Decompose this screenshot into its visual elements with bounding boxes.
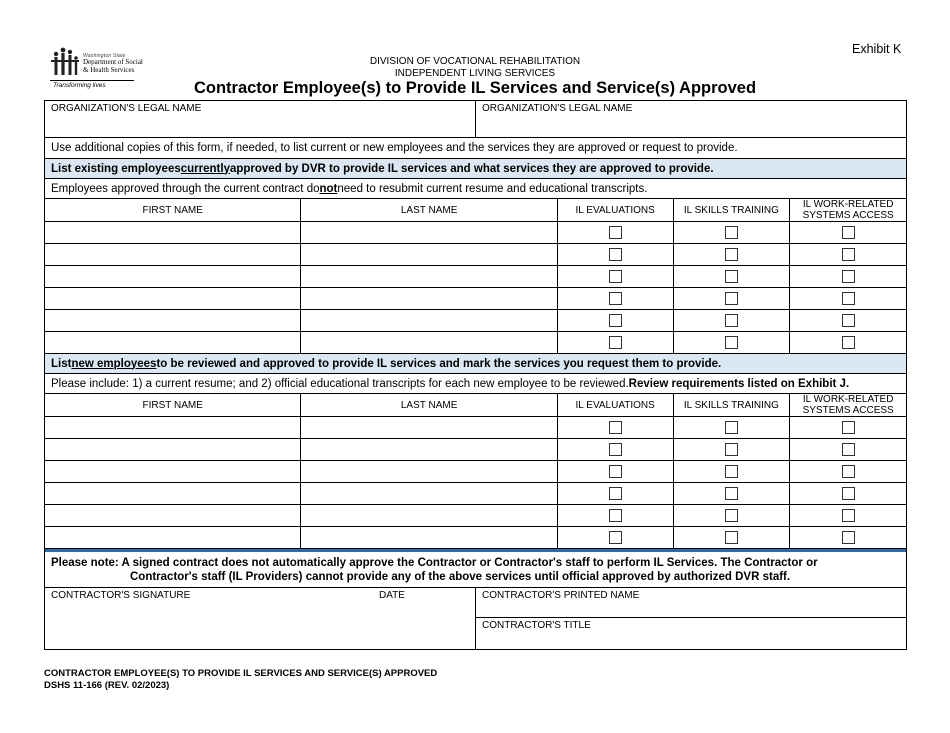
first-name-input[interactable]	[45, 505, 300, 526]
col-il-evaluations: IL EVALUATIONS	[557, 394, 673, 416]
il-evaluations-cell	[557, 461, 673, 482]
col-il-skills-training: IL SKILLS TRAINING	[673, 394, 790, 416]
il-evaluations-cell	[557, 310, 673, 331]
signature-row	[45, 587, 906, 649]
il-evaluations-cell	[557, 288, 673, 309]
section1-note-post: need to resubmit current resume and educational transcripts.	[337, 182, 648, 195]
table-row	[45, 460, 906, 482]
section1-heading-emphasis: currently	[180, 162, 230, 175]
il-evaluations-cell	[557, 439, 673, 460]
il-work-related-cell	[789, 266, 906, 287]
section1-heading-pre: List existing employees	[51, 162, 181, 175]
il-skills-training-cell	[673, 417, 790, 438]
table-row	[45, 526, 906, 548]
section2-note-pre: Please include: 1) a current resume; and 2) official educational transcripts for each new employee to be reviewed.	[51, 377, 629, 390]
section1-heading-post: approved by DVR to provide IL services and what services they are approved to provide.	[229, 162, 714, 175]
col-il-work-related: IL WORK-RELATED SYSTEMS ACCESS	[789, 394, 906, 416]
title-label: CONTRACTOR'S TITLE	[482, 620, 591, 631]
il-work-related-checkbox[interactable]	[842, 465, 855, 478]
last-name-input[interactable]	[300, 505, 556, 526]
last-name-input[interactable]	[300, 461, 556, 482]
table-row	[45, 265, 906, 287]
org-name-right-label: ORGANIZATION'S LEGAL NAME	[482, 103, 633, 114]
il-skills-training-cell	[673, 483, 790, 504]
table-row	[45, 416, 906, 438]
table-row	[45, 309, 906, 331]
section2-heading-emphasis: new employees	[71, 357, 157, 370]
il-evaluations-checkbox[interactable]	[609, 270, 622, 283]
il-evaluations-cell	[557, 527, 673, 548]
il-work-related-checkbox[interactable]	[842, 314, 855, 327]
il-skills-training-checkbox[interactable]	[725, 421, 738, 434]
il-evaluations-checkbox[interactable]	[609, 531, 622, 544]
exhibit-label: Exhibit K	[852, 42, 902, 56]
please-note	[45, 552, 824, 587]
col-first-name: FIRST NAME	[142, 399, 203, 411]
last-name-input[interactable]	[300, 266, 556, 287]
il-skills-training-checkbox[interactable]	[725, 336, 738, 349]
logo-dept: Department of Social & Health Services	[83, 58, 143, 74]
col-last-name: LAST NAME	[300, 394, 556, 416]
il-evaluations-cell	[557, 505, 673, 526]
il-skills-training-checkbox[interactable]	[725, 314, 738, 327]
logo-state: Washington State	[83, 53, 126, 59]
first-name-input[interactable]	[45, 288, 300, 309]
printed-name-label: CONTRACTOR'S PRINTED NAME	[482, 590, 640, 601]
section1-heading	[45, 159, 906, 178]
last-name-input[interactable]	[300, 288, 556, 309]
footer-form-title: CONTRACTOR EMPLOYEE(S) TO PROVIDE IL SERVICES AND SERVICE(S) APPROVED	[44, 668, 438, 679]
il-evaluations-cell	[557, 222, 673, 243]
il-work-related-checkbox[interactable]	[842, 531, 855, 544]
il-work-related-cell	[789, 310, 906, 331]
il-evaluations-checkbox[interactable]	[609, 421, 622, 434]
il-skills-training-cell	[673, 332, 790, 353]
il-work-related-checkbox[interactable]	[842, 336, 855, 349]
il-evaluations-checkbox[interactable]	[609, 509, 622, 522]
last-name-input[interactable]	[300, 222, 556, 243]
table-row	[45, 221, 906, 243]
org-row	[45, 101, 906, 137]
il-work-related-checkbox[interactable]	[842, 421, 855, 434]
section1-note-row	[45, 178, 906, 198]
il-skills-training-cell	[673, 461, 790, 482]
col-last-name: LAST NAME	[300, 199, 556, 221]
section2-heading	[45, 354, 906, 373]
il-work-related-checkbox[interactable]	[842, 509, 855, 522]
section1-note	[45, 179, 906, 198]
first-name-input[interactable]	[45, 439, 300, 460]
section2-note	[45, 374, 906, 393]
last-name-input[interactable]	[300, 439, 556, 460]
first-name-input[interactable]	[45, 527, 300, 548]
title-field[interactable]	[476, 618, 906, 649]
first-name-input[interactable]	[45, 461, 300, 482]
signature-label: CONTRACTOR'S SIGNATURE	[51, 590, 191, 601]
il-work-related-cell	[789, 288, 906, 309]
section1-column-header	[45, 198, 906, 221]
section2-heading-row	[45, 353, 906, 373]
col-first-name: FIRST NAME	[142, 204, 203, 216]
printed-name-field[interactable]	[476, 588, 906, 618]
col-il-evaluations: IL EVALUATIONS	[557, 199, 673, 221]
date-label: DATE	[379, 590, 405, 601]
first-name-input[interactable]	[45, 310, 300, 331]
il-skills-training-cell	[673, 310, 790, 331]
il-evaluations-checkbox[interactable]	[609, 465, 622, 478]
il-skills-training-checkbox[interactable]	[725, 487, 738, 500]
il-work-related-checkbox[interactable]	[842, 443, 855, 456]
il-evaluations-cell	[557, 332, 673, 353]
il-work-related-checkbox[interactable]	[842, 292, 855, 305]
org-name-left-label: ORGANIZATION'S LEGAL NAME	[51, 103, 202, 114]
contractor-info	[475, 588, 906, 649]
il-work-related-cell	[789, 505, 906, 526]
il-work-related-cell	[789, 461, 906, 482]
il-work-related-checkbox[interactable]	[842, 487, 855, 500]
il-evaluations-cell	[557, 417, 673, 438]
il-work-related-checkbox[interactable]	[842, 226, 855, 239]
org-name-right-field[interactable]	[475, 101, 906, 137]
il-evaluations-cell	[557, 266, 673, 287]
il-work-related-cell	[789, 244, 906, 265]
il-work-related-cell	[789, 527, 906, 548]
section2-column-header	[45, 393, 906, 416]
please-note-line1: Please note: A signed contract does not automatically approve the Contractor or Contractor's staff to perform IL Services. The Contractor or	[51, 557, 818, 569]
il-work-related-cell	[789, 222, 906, 243]
il-work-related-cell	[789, 417, 906, 438]
first-name-input[interactable]	[45, 332, 300, 353]
il-skills-training-cell	[673, 266, 790, 287]
section2-note-row	[45, 373, 906, 393]
il-evaluations-checkbox[interactable]	[609, 443, 622, 456]
il-skills-training-checkbox[interactable]	[725, 248, 738, 261]
logo-tagline: Transforming lives	[53, 82, 106, 89]
table-row	[45, 438, 906, 460]
il-skills-training-cell	[673, 244, 790, 265]
section1-note-emphasis: not	[319, 182, 338, 195]
form-table	[44, 100, 907, 650]
please-note-row	[45, 552, 906, 587]
last-name-input[interactable]	[300, 332, 556, 353]
last-name-input[interactable]	[300, 417, 556, 438]
il-skills-training-cell	[673, 222, 790, 243]
page-title: Contractor Employee(s) to Provide IL Services and Service(s) Approved	[193, 79, 757, 97]
please-note-line2: Contractor's staff (IL Providers) cannot provide any of the above services until official approved by authorized DVR staff.	[130, 571, 791, 583]
il-evaluations-checkbox[interactable]	[609, 292, 622, 305]
form-footer	[44, 668, 437, 691]
org-name-left-field[interactable]	[45, 101, 475, 137]
instructions-row	[45, 137, 906, 158]
section2-note-emphasis: Review requirements listed on Exhibit J.	[628, 377, 850, 390]
il-skills-training-checkbox[interactable]	[725, 443, 738, 456]
il-skills-training-cell	[673, 439, 790, 460]
il-work-related-cell	[789, 483, 906, 504]
il-skills-training-checkbox[interactable]	[725, 509, 738, 522]
table-row	[45, 482, 906, 504]
division-name: DIVISION OF VOCATIONAL REHABILITATION	[369, 56, 581, 67]
col-il-work-related: IL WORK-RELATED SYSTEMS ACCESS	[789, 199, 906, 221]
section1-heading-row	[45, 158, 906, 178]
footer-form-number: DSHS 11-166 (REV. 02/2023)	[44, 679, 170, 691]
signature-field[interactable]	[45, 588, 475, 649]
division-header	[300, 56, 650, 80]
il-work-related-checkbox[interactable]	[842, 248, 855, 261]
section2-heading-post: to be reviewed and approved to provide IL services and mark the services you request them to provide.	[156, 357, 722, 370]
il-skills-training-cell	[673, 505, 790, 526]
section1-note-pre: Employees approved through the current contract do	[51, 182, 320, 195]
service-name: INDEPENDENT LIVING SERVICES	[394, 68, 556, 79]
last-name-input[interactable]	[300, 483, 556, 504]
il-work-related-cell	[789, 332, 906, 353]
last-name-input[interactable]	[300, 527, 556, 548]
il-evaluations-checkbox[interactable]	[609, 487, 622, 500]
il-skills-training-checkbox[interactable]	[725, 270, 738, 283]
il-skills-training-checkbox[interactable]	[725, 292, 738, 305]
instructions-text: Use additional copies of this form, if needed, to list current or new employees and the services they are approved or request to provide.	[51, 142, 738, 154]
il-skills-training-cell	[673, 527, 790, 548]
dshs-figures-icon	[50, 46, 80, 78]
first-name-input[interactable]	[45, 483, 300, 504]
first-name-input[interactable]	[45, 222, 300, 243]
il-evaluations-cell	[557, 483, 673, 504]
first-name-input[interactable]	[45, 417, 300, 438]
il-evaluations-checkbox[interactable]	[609, 248, 622, 261]
il-evaluations-checkbox[interactable]	[609, 226, 622, 239]
il-skills-training-checkbox[interactable]	[725, 531, 738, 544]
first-name-input[interactable]	[45, 266, 300, 287]
il-evaluations-cell	[557, 244, 673, 265]
last-name-input[interactable]	[300, 244, 556, 265]
il-skills-training-checkbox[interactable]	[725, 465, 738, 478]
first-name-input[interactable]	[45, 244, 300, 265]
il-skills-training-cell	[673, 288, 790, 309]
il-evaluations-checkbox[interactable]	[609, 336, 622, 349]
col-il-skills-training: IL SKILLS TRAINING	[673, 199, 790, 221]
il-work-related-checkbox[interactable]	[842, 270, 855, 283]
table-row	[45, 331, 906, 353]
section2-heading-pre: List	[51, 357, 72, 370]
table-row	[45, 504, 906, 526]
il-skills-training-checkbox[interactable]	[725, 226, 738, 239]
last-name-input[interactable]	[300, 310, 556, 331]
il-evaluations-checkbox[interactable]	[609, 314, 622, 327]
table-row	[45, 287, 906, 309]
il-work-related-cell	[789, 439, 906, 460]
table-row	[45, 243, 906, 265]
